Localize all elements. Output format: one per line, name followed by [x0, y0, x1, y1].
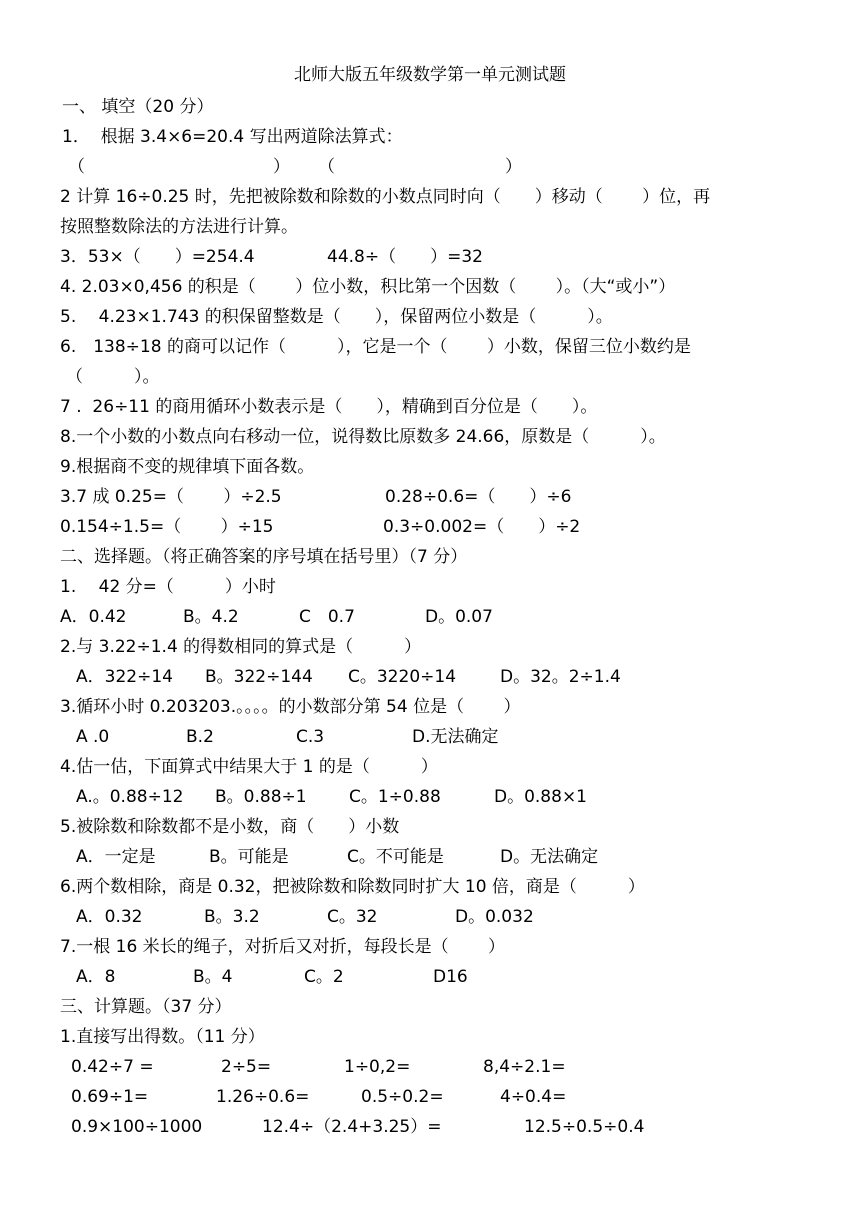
line-text: 2.与 3.22÷1.4 的得数相同的算式是（ ）	[60, 637, 422, 657]
line-text: 按照整数除法的方法进行计算。	[60, 217, 298, 237]
line-text: 12.5÷0.5÷0.4	[524, 1117, 645, 1137]
line-text: 0.154÷1.5=（ ）÷15	[60, 517, 274, 537]
line-text: （ ）。	[66, 367, 160, 387]
line-text: C。3220÷14	[348, 667, 457, 687]
line-text: C。2	[304, 967, 344, 987]
line-text: C 0.7	[299, 607, 355, 627]
line-text: D16	[433, 967, 468, 987]
line-text: C。1÷0.88	[349, 787, 441, 807]
line-text: （	[68, 157, 85, 177]
line-text: 4÷0.4=	[500, 1087, 567, 1107]
line-text: 44.8÷（ ）=32	[327, 247, 483, 267]
line-text: A .0	[76, 727, 110, 747]
line-text: A．322÷14	[76, 667, 173, 687]
worksheet-line	[0, 182, 860, 212]
line-text: A．一定是	[76, 847, 156, 867]
worksheet-line	[0, 302, 860, 332]
line-text: 0.3÷0.002=（ ）÷2	[383, 517, 581, 537]
line-text: D。0.07	[425, 607, 493, 627]
line-text: 5.被除数和除数都不是小数，商（ ）小数	[60, 817, 400, 837]
line-text: A.。0.88÷12	[76, 787, 184, 807]
worksheet-line	[0, 122, 860, 152]
line-text: 1.26÷0.6=	[216, 1087, 310, 1107]
worksheet-line	[0, 992, 860, 1022]
line-text: B。322÷144	[205, 667, 313, 687]
line-text: 6.两个数相除，商是 0.32，把被除数和除数同时扩大 10 倍，商是（ ）	[60, 877, 645, 897]
line-text: 7.一根 16 米长的绳子，对折后又对折，每段长是（ ）	[60, 937, 506, 957]
line-text: 0.69÷1=	[71, 1087, 149, 1107]
worksheet-body	[0, 92, 860, 1142]
line-text: 0.9×100÷1000	[71, 1117, 203, 1137]
worksheet-line	[0, 782, 860, 812]
line-text: 6. 138÷18 的商可以记作（ ），它是一个（ ）小数，保留三位小数约是	[60, 337, 691, 357]
line-text: 1.直接写出得数。（11 分）	[60, 1027, 265, 1047]
line-text: 5. 4.23×1.743 的积保留整数是（ ），保留两位小数是（ ）。	[60, 307, 613, 327]
line-text: B。4	[193, 967, 233, 987]
worksheet-line	[0, 482, 860, 512]
worksheet-line	[0, 962, 860, 992]
worksheet-line	[0, 92, 860, 122]
worksheet-line	[0, 1112, 860, 1142]
worksheet-line	[0, 842, 860, 872]
worksheet-line	[0, 1082, 860, 1112]
line-text: D。0.88×1	[494, 787, 588, 807]
line-text: 三、计算题。（37 分）	[60, 997, 232, 1017]
worksheet-line	[0, 512, 860, 542]
line-text: D。0.032	[455, 907, 534, 927]
line-text: 12.4÷（2.4+3.25）=	[262, 1117, 442, 1137]
line-text: D。无法确定	[500, 847, 599, 867]
line-text: ）	[273, 157, 290, 177]
line-text: 1÷0,2=	[344, 1057, 411, 1077]
worksheet-line	[0, 752, 860, 782]
line-text: A．0.42	[60, 607, 127, 627]
line-text: （	[318, 157, 335, 177]
line-text: 4.估一估，下面算式中结果大于 1 的是（ ）	[60, 757, 438, 777]
line-text: 3.循环小时 0.203203.。。。。的小数部分第 54 位是（ ）	[60, 697, 521, 717]
line-text: B。4.2	[183, 607, 239, 627]
line-text: C。不可能是	[347, 847, 444, 867]
line-text: 4. 2.03×0,456 的积是（ ）位小数，积比第一个因数（ ）。（大“或小”）	[60, 277, 676, 297]
line-text: 3.7 成 0.25=（ ）÷2.5	[60, 487, 282, 507]
line-text: 0.42÷7 =	[71, 1057, 154, 1077]
worksheet-line	[0, 1052, 860, 1082]
line-text: A．0.32	[76, 907, 143, 927]
worksheet-line	[0, 902, 860, 932]
line-text: 8.一个小数的小数点向右移动一位，说得数比原数多 24.66，原数是（ ）。	[60, 427, 666, 447]
worksheet-line	[0, 602, 860, 632]
line-text: B。可能是	[209, 847, 289, 867]
line-text: 1． 根据 3.4×6=20.4 写出两道除法算式：	[62, 127, 403, 147]
line-text: C.3	[296, 727, 325, 747]
line-text: B.2	[186, 727, 214, 747]
worksheet-line	[0, 212, 860, 242]
worksheet-line	[0, 362, 860, 392]
worksheet-line	[0, 422, 860, 452]
line-text: D。32。2÷1.4	[500, 667, 621, 687]
worksheet-line	[0, 1022, 860, 1052]
line-text: 3．53×（ ）=254.4	[60, 247, 255, 267]
worksheet-line	[0, 392, 860, 422]
line-text: 1. 42 分=（ ）小时	[60, 577, 276, 597]
line-text: B。3.2	[204, 907, 260, 927]
worksheet-line	[0, 872, 860, 902]
worksheet-line	[0, 692, 860, 722]
worksheet-line	[0, 242, 860, 272]
worksheet-line	[0, 722, 860, 752]
line-text: 2 计算 16÷0.25 时，先把被除数和除数的小数点同时向（ ）移动（ ）位，再	[60, 187, 711, 207]
line-text: 0.28÷0.6=（ ）÷6	[385, 487, 572, 507]
line-text: ）	[505, 157, 522, 177]
line-text: C。32	[327, 907, 378, 927]
line-text: 一、 填空（20 分）	[62, 97, 214, 117]
line-text: B。0.88÷1	[215, 787, 307, 807]
line-text: 8,4÷2.1=	[483, 1057, 566, 1077]
line-text: 2÷5=	[221, 1057, 272, 1077]
worksheet-line	[0, 152, 860, 182]
worksheet-line	[0, 542, 860, 572]
worksheet-line	[0, 452, 860, 482]
line-text: 0.5÷0.2=	[361, 1087, 444, 1107]
worksheet-line	[0, 662, 860, 692]
worksheet-line	[0, 812, 860, 842]
worksheet-line	[0, 572, 860, 602]
line-text: D.无法确定	[412, 727, 499, 747]
line-text: 7 . 26÷11 的商用循环小数表示是（ ），精确到百分位是（ ）。	[60, 397, 598, 417]
worksheet-line	[0, 632, 860, 662]
line-text: A．8	[76, 967, 116, 987]
line-text: 9.根据商不变的规律填下面各数。	[60, 457, 315, 477]
line-text: 二、选择题。（将正确答案的序号填在括号里）（7 分）	[60, 547, 468, 567]
worksheet-line	[0, 272, 860, 302]
worksheet-line	[0, 932, 860, 962]
worksheet-line	[0, 332, 860, 362]
page-title: 北师大版五年级数学第一单元测试题	[294, 65, 566, 85]
